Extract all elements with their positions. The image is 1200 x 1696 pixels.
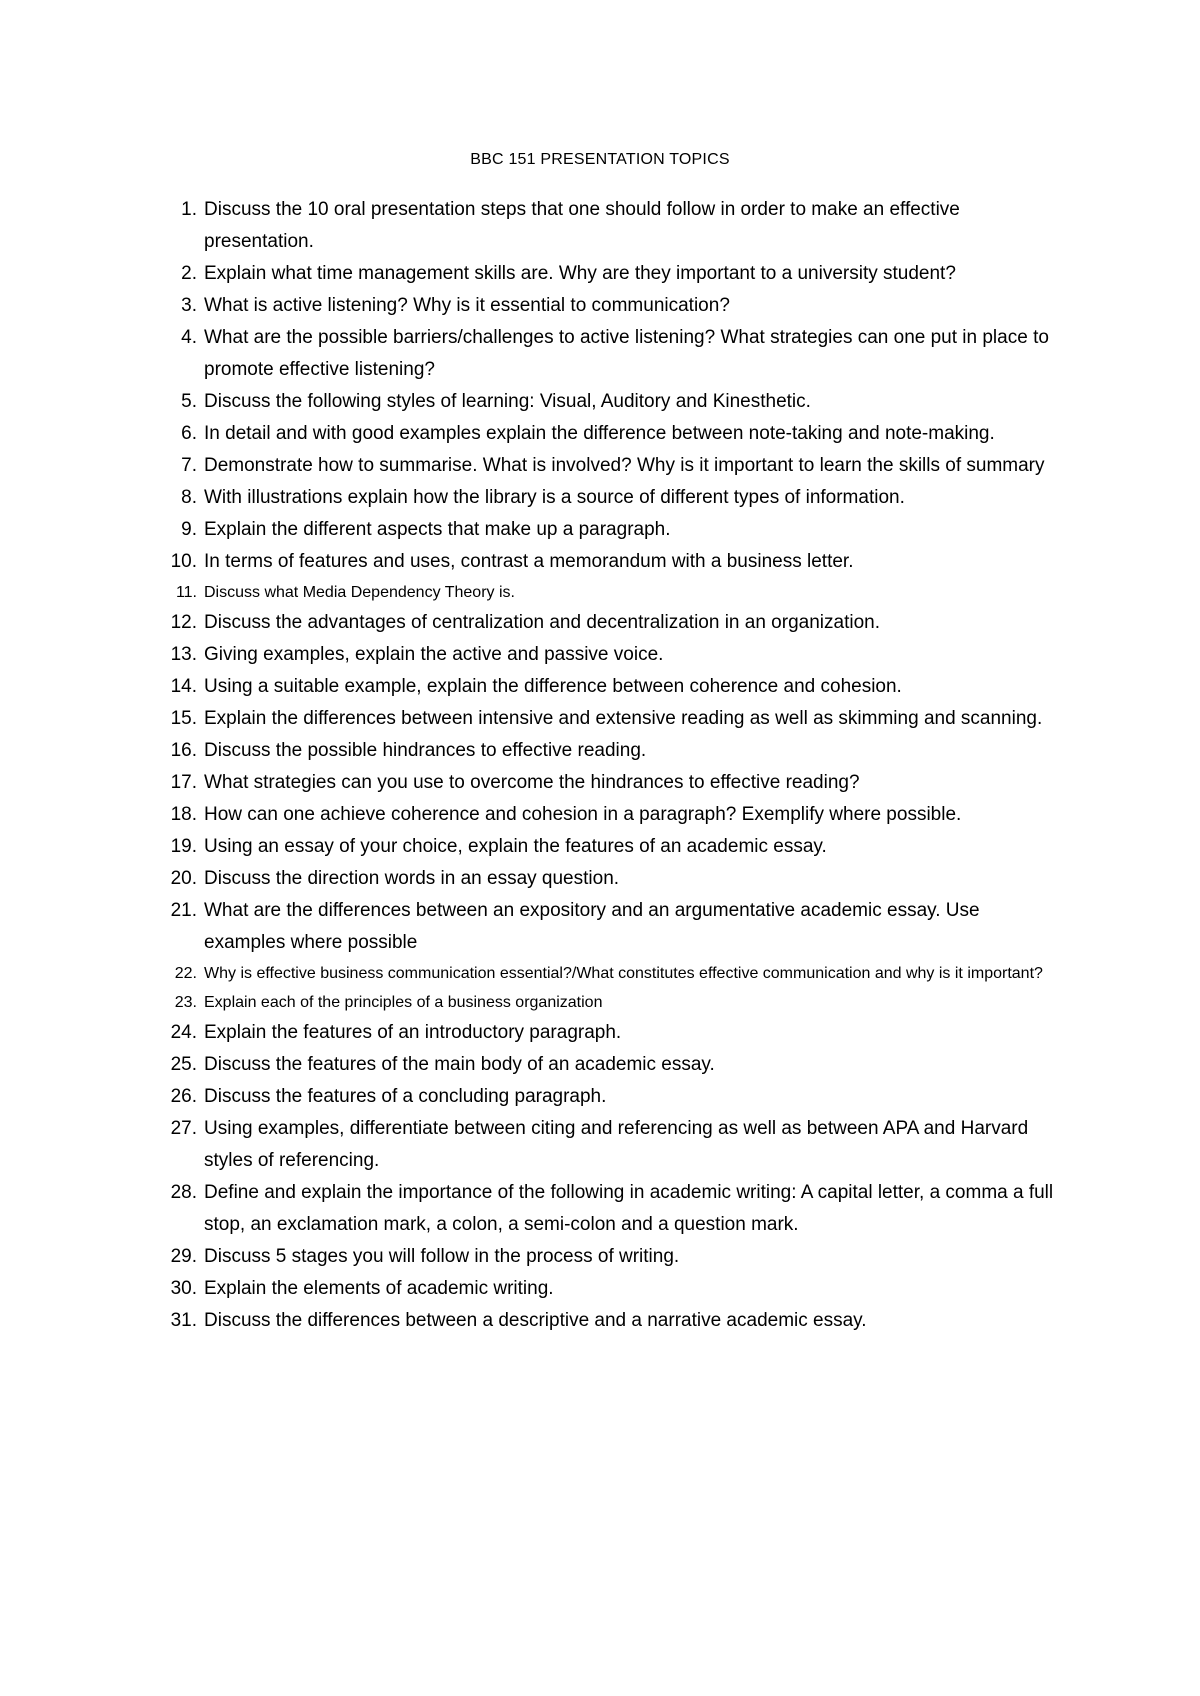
topic-text: Discuss what Media Dependency Theory is. (204, 584, 515, 601)
topic-text: Discuss the 10 oral presentation steps that one should follow in order to make an effective presentation. (204, 199, 960, 252)
topic-text: Explain what time management skills are. Why are they important to a university student? (204, 263, 956, 284)
topic-item-2 (158, 258, 1058, 290)
topic-number: 28. (170, 1182, 197, 1203)
topic-text: Using a suitable example, explain the difference between coherence and cohesion. (204, 676, 902, 697)
topic-text: Demonstrate how to summarise. What is involved? Why is it important to learn the skills of summary (204, 455, 1045, 476)
topic-text: Giving examples, explain the active and passive voice. (204, 644, 664, 665)
topic-item-6 (158, 418, 1058, 450)
topic-text: Explain the elements of academic writing. (204, 1278, 554, 1299)
topic-text: Discuss 5 stages you will follow in the process of writing. (204, 1246, 680, 1267)
topic-item-14 (158, 671, 1058, 703)
topic-item-19 (158, 831, 1058, 863)
topic-number: 21. (170, 900, 197, 921)
topic-number: 1. (181, 199, 197, 220)
topic-item-29 (158, 1241, 1058, 1273)
topic-number: 26. (170, 1086, 197, 1107)
topic-item-5 (158, 386, 1058, 418)
topic-item-18 (158, 799, 1058, 831)
topic-number: 8. (181, 487, 197, 508)
topic-number: 2. (181, 263, 197, 284)
topic-number: 16. (170, 740, 197, 761)
topic-number: 12. (170, 612, 197, 633)
topic-item-30 (158, 1273, 1058, 1305)
topic-number: 22. (174, 965, 197, 982)
topic-text: What are the differences between an expository and an argumentative academic essay. Use examples where possible (204, 900, 980, 953)
topic-text: Discuss the direction words in an essay question. (204, 868, 620, 889)
topic-item-21 (158, 895, 1058, 959)
topic-text: Discuss the features of a concluding paragraph. (204, 1086, 607, 1107)
topic-item-20 (158, 863, 1058, 895)
topic-item-8 (158, 482, 1058, 514)
topic-number: 14. (170, 676, 197, 697)
topic-text: In terms of features and uses, contrast a memorandum with a business letter. (204, 551, 854, 572)
topic-number: 3. (181, 295, 197, 316)
topic-item-4 (158, 322, 1058, 386)
topic-text: What strategies can you use to overcome the hindrances to effective reading? (204, 772, 860, 793)
topic-text: Discuss the following styles of learning: Visual, Auditory and Kinesthetic. (204, 391, 811, 412)
topic-text: Using examples, differentiate between citing and referencing as well as between APA and Harvard styles of referencing. (204, 1118, 1029, 1171)
topic-number: 4. (181, 327, 197, 348)
topic-number: 9. (181, 519, 197, 540)
topic-text: What are the possible barriers/challenges to active listening? What strategies can one put in place to promote effective listening? (204, 327, 1049, 380)
topic-text: Discuss the advantages of centralization and decentralization in an organization. (204, 612, 880, 633)
topic-number: 27. (170, 1118, 197, 1139)
topic-item-13 (158, 639, 1058, 671)
topic-text: In detail and with good examples explain the difference between note-taking and note-making. (204, 423, 995, 444)
topic-text: Explain each of the principles of a business organization (204, 994, 603, 1011)
topic-item-16 (158, 735, 1058, 767)
topic-number: 13. (170, 644, 197, 665)
topic-text: How can one achieve coherence and cohesion in a paragraph? Exemplify where possible. (204, 804, 962, 825)
topic-number: 5. (181, 391, 197, 412)
topic-text: Discuss the possible hindrances to effective reading. (204, 740, 647, 761)
topic-item-25 (158, 1049, 1058, 1081)
topic-item-27 (158, 1113, 1058, 1177)
topic-item-11 (158, 578, 1058, 607)
topic-text: Explain the different aspects that make up a paragraph. (204, 519, 671, 540)
topic-item-1 (158, 194, 1058, 258)
topic-list (158, 194, 1058, 1337)
topic-number: 18. (170, 804, 197, 825)
topic-number: 11. (175, 584, 197, 601)
topic-text: What is active listening? Why is it essential to communication? (204, 295, 730, 316)
topic-item-24 (158, 1017, 1058, 1049)
topic-item-23 (158, 988, 1058, 1017)
topic-text: Explain the features of an introductory paragraph. (204, 1022, 622, 1043)
topic-text: Discuss the differences between a descriptive and a narrative academic essay. (204, 1310, 867, 1331)
topic-text: Using an essay of your choice, explain the features of an academic essay. (204, 836, 827, 857)
topic-item-15 (158, 703, 1058, 735)
topic-text: Define and explain the importance of the following in academic writing: A capital letter, a comma a full stop, an exclamation mark, a colon, a semi-colon and a question mark. (204, 1182, 1054, 1235)
topic-number: 6. (181, 423, 197, 444)
topic-item-3 (158, 290, 1058, 322)
topic-number: 23. (174, 994, 197, 1011)
topic-number: 7. (181, 455, 197, 476)
topic-item-10 (158, 546, 1058, 578)
topic-number: 29. (170, 1246, 197, 1267)
topic-number: 31. (170, 1310, 197, 1331)
topic-text: Discuss the features of the main body of an academic essay. (204, 1054, 715, 1075)
topic-item-31 (158, 1305, 1058, 1337)
topic-number: 24. (170, 1022, 197, 1043)
topic-item-7 (158, 450, 1058, 482)
topic-item-12 (158, 607, 1058, 639)
document-title: BBC 151 PRESENTATION TOPICS (470, 151, 730, 168)
topic-text: Explain the differences between intensive and extensive reading as well as skimming and scanning. (204, 708, 1043, 729)
topic-number: 19. (170, 836, 197, 857)
topic-item-22 (158, 959, 1058, 988)
topic-number: 17. (170, 772, 197, 793)
topic-item-26 (158, 1081, 1058, 1113)
topic-text: With illustrations explain how the library is a source of different types of information. (204, 487, 905, 508)
topic-number: 15. (170, 708, 197, 729)
topic-item-9 (158, 514, 1058, 546)
topic-number: 30. (170, 1278, 197, 1299)
topic-number: 10. (170, 551, 197, 572)
topic-number: 25. (170, 1054, 197, 1075)
topic-number: 20. (170, 868, 197, 889)
topic-item-28 (158, 1177, 1058, 1241)
topic-text: Why is effective business communication essential?/What constitutes effective communication and why is it important? (204, 965, 1043, 982)
topic-item-17 (158, 767, 1058, 799)
